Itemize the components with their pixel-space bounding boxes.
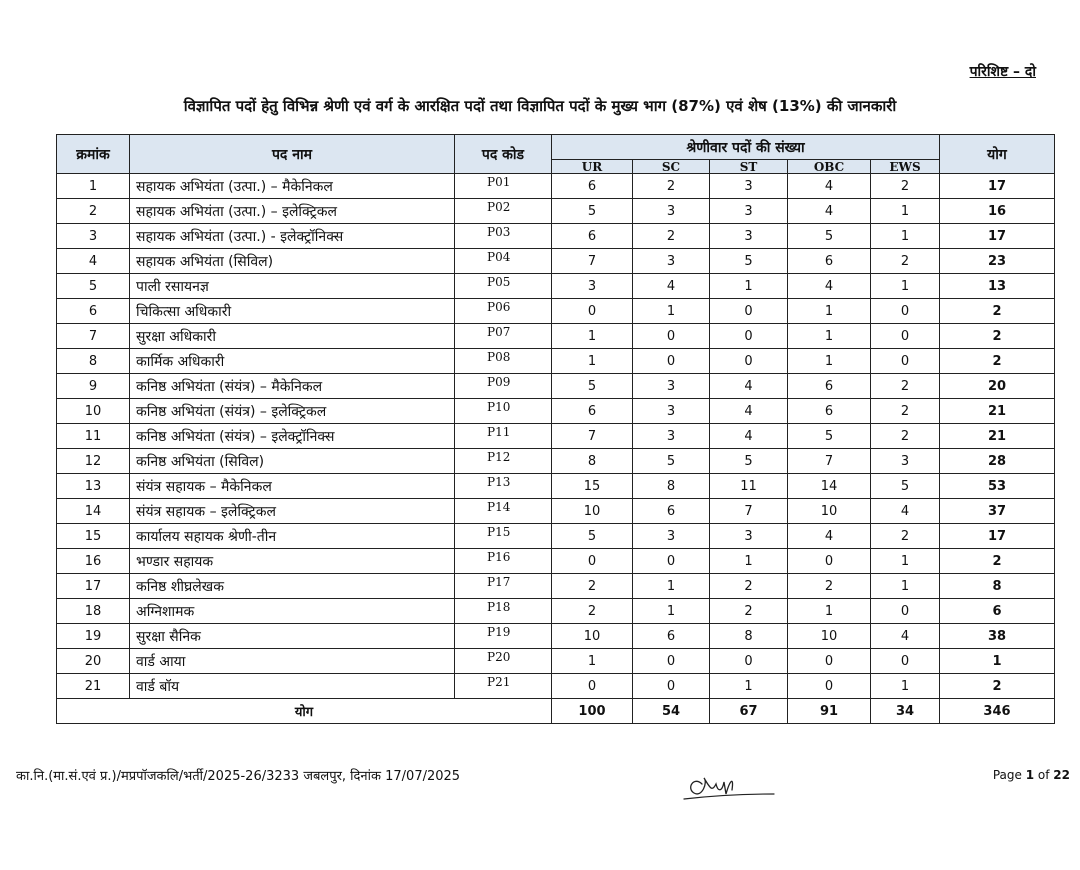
row-post-code: P08: [455, 349, 552, 374]
row-st: 0: [710, 299, 788, 324]
row-serial: 9: [57, 374, 130, 399]
row-serial: 15: [57, 524, 130, 549]
row-sc: 1: [633, 299, 710, 324]
table-row: [57, 474, 1055, 499]
row-total: 21: [940, 424, 1055, 449]
row-ews: 4: [871, 624, 940, 649]
row-serial: 1: [57, 174, 130, 199]
row-ews: 0: [871, 649, 940, 674]
row-ews: 1: [871, 274, 940, 299]
page-number: [993, 768, 1070, 782]
totals-st: 67: [710, 699, 788, 724]
row-ews: 0: [871, 299, 940, 324]
row-ews: 2: [871, 524, 940, 549]
row-sc: 0: [633, 549, 710, 574]
row-post-name: कार्यालय सहायक श्रेणी-तीन: [130, 524, 455, 549]
row-post-code: P17: [455, 574, 552, 599]
row-post-name: सहायक अभियंता (उत्पा.) – मैकेनिकल: [130, 174, 455, 199]
row-sc: 3: [633, 524, 710, 549]
row-ews: 1: [871, 574, 940, 599]
row-total: 21: [940, 399, 1055, 424]
row-ur: 2: [552, 599, 633, 624]
row-sc: 3: [633, 199, 710, 224]
row-ur: 6: [552, 399, 633, 424]
row-ur: 0: [552, 674, 633, 699]
table-row: [57, 349, 1055, 374]
row-sc: 0: [633, 674, 710, 699]
row-total: 17: [940, 524, 1055, 549]
header-post-code: पद कोड: [455, 135, 552, 174]
row-total: 2: [940, 674, 1055, 699]
row-ews: 3: [871, 449, 940, 474]
row-post-code: P20: [455, 649, 552, 674]
row-serial: 4: [57, 249, 130, 274]
row-st: 1: [710, 674, 788, 699]
row-st: 5: [710, 449, 788, 474]
row-post-name: चिकित्सा अधिकारी: [130, 299, 455, 324]
row-ur: 0: [552, 299, 633, 324]
row-total: 37: [940, 499, 1055, 524]
row-post-name: कार्मिक अधिकारी: [130, 349, 455, 374]
row-obc: 4: [788, 274, 871, 299]
row-ur: 5: [552, 199, 633, 224]
table-row: [57, 624, 1055, 649]
row-post-code: P02: [455, 199, 552, 224]
row-st: 7: [710, 499, 788, 524]
row-st: 0: [710, 349, 788, 374]
row-sc: 5: [633, 449, 710, 474]
row-ews: 2: [871, 174, 940, 199]
row-ews: 1: [871, 674, 940, 699]
row-st: 0: [710, 649, 788, 674]
row-ur: 1: [552, 349, 633, 374]
row-st: 3: [710, 199, 788, 224]
row-ur: 6: [552, 224, 633, 249]
row-post-code: P11: [455, 424, 552, 449]
row-post-name: कनिष्ठ अभियंता (सिविल): [130, 449, 455, 474]
row-post-name: सहायक अभियंता (उत्पा.) – इलेक्ट्रिकल: [130, 199, 455, 224]
row-post-code: P19: [455, 624, 552, 649]
row-ews: 0: [871, 599, 940, 624]
row-st: 4: [710, 424, 788, 449]
row-ur: 5: [552, 524, 633, 549]
table-row: [57, 174, 1055, 199]
table-row: [57, 324, 1055, 349]
row-post-code: P03: [455, 224, 552, 249]
row-serial: 14: [57, 499, 130, 524]
row-post-name: कनिष्ठ शीघ्रलेखक: [130, 574, 455, 599]
row-ur: 2: [552, 574, 633, 599]
row-obc: 4: [788, 524, 871, 549]
row-ews: 2: [871, 374, 940, 399]
row-serial: 8: [57, 349, 130, 374]
row-ews: 0: [871, 324, 940, 349]
row-post-name: भण्डार सहायक: [130, 549, 455, 574]
row-ur: 15: [552, 474, 633, 499]
row-obc: 0: [788, 549, 871, 574]
row-obc: 6: [788, 399, 871, 424]
table-row: [57, 424, 1055, 449]
row-obc: 10: [788, 499, 871, 524]
table-row: [57, 499, 1055, 524]
row-sc: 2: [633, 224, 710, 249]
row-sc: 6: [633, 499, 710, 524]
row-total: 2: [940, 299, 1055, 324]
row-total: 2: [940, 549, 1055, 574]
row-obc: 4: [788, 174, 871, 199]
row-st: 8: [710, 624, 788, 649]
row-serial: 21: [57, 674, 130, 699]
row-obc: 0: [788, 649, 871, 674]
header-ews: EWS: [871, 160, 940, 174]
row-total: 16: [940, 199, 1055, 224]
row-serial: 11: [57, 424, 130, 449]
row-post-code: P16: [455, 549, 552, 574]
row-ur: 7: [552, 424, 633, 449]
row-total: 6: [940, 599, 1055, 624]
row-ur: 8: [552, 449, 633, 474]
reference-number: का.नि.(मा.सं.एवं प्र.)/मप्रपॉजकलि/भर्ती/2025-26/3233 जबलपुर, दिनांक 17/07/2025: [16, 769, 461, 784]
row-st: 4: [710, 374, 788, 399]
row-ur: 3: [552, 274, 633, 299]
row-obc: 1: [788, 299, 871, 324]
row-ur: 10: [552, 624, 633, 649]
row-ur: 10: [552, 499, 633, 524]
row-total: 28: [940, 449, 1055, 474]
row-total: 53: [940, 474, 1055, 499]
row-obc: 10: [788, 624, 871, 649]
row-sc: 0: [633, 649, 710, 674]
row-post-code: P10: [455, 399, 552, 424]
row-obc: 4: [788, 199, 871, 224]
row-st: 1: [710, 274, 788, 299]
row-serial: 10: [57, 399, 130, 424]
row-total: 13: [940, 274, 1055, 299]
row-total: 38: [940, 624, 1055, 649]
row-ews: 2: [871, 249, 940, 274]
row-ur: 7: [552, 249, 633, 274]
appendix-label: परिशिष्ट – दो: [969, 64, 1036, 80]
row-total: 23: [940, 249, 1055, 274]
table-row: [57, 299, 1055, 324]
totals-obc: 91: [788, 699, 871, 724]
header-st: ST: [710, 160, 788, 174]
row-post-code: P04: [455, 249, 552, 274]
row-post-code: P13: [455, 474, 552, 499]
row-post-name: सुरक्षा अधिकारी: [130, 324, 455, 349]
row-post-name: सुरक्षा सैनिक: [130, 624, 455, 649]
row-st: 1: [710, 549, 788, 574]
row-ur: 6: [552, 174, 633, 199]
page-current: 1: [1025, 768, 1035, 782]
row-ews: 1: [871, 224, 940, 249]
row-st: 2: [710, 599, 788, 624]
row-total: 2: [940, 349, 1055, 374]
row-obc: 2: [788, 574, 871, 599]
row-post-code: P09: [455, 374, 552, 399]
totals-ur: 100: [552, 699, 633, 724]
row-obc: 7: [788, 449, 871, 474]
table-row: [57, 674, 1055, 699]
row-st: 11: [710, 474, 788, 499]
header-post-name: पद नाम: [130, 135, 455, 174]
totals-label: योग: [57, 699, 552, 724]
row-total: 2: [940, 324, 1055, 349]
header-sc: SC: [633, 160, 710, 174]
row-obc: 5: [788, 224, 871, 249]
row-serial: 19: [57, 624, 130, 649]
table-row: [57, 374, 1055, 399]
row-total: 8: [940, 574, 1055, 599]
row-post-code: P18: [455, 599, 552, 624]
table-row: [57, 249, 1055, 274]
row-sc: 1: [633, 599, 710, 624]
row-sc: 4: [633, 274, 710, 299]
page-of: of: [1037, 768, 1050, 782]
page-word: Page: [992, 768, 1022, 782]
row-sc: 0: [633, 349, 710, 374]
table-row: [57, 399, 1055, 424]
totals-row: [57, 699, 1055, 724]
page-total: 22: [1053, 768, 1070, 782]
posts-table: [56, 134, 1055, 724]
row-post-name: संयंत्र सहायक – मैकेनिकल: [130, 474, 455, 499]
row-ur: 5: [552, 374, 633, 399]
row-post-name: संयंत्र सहायक – इलेक्ट्रिकल: [130, 499, 455, 524]
row-serial: 18: [57, 599, 130, 624]
table-row: [57, 574, 1055, 599]
row-post-code: P14: [455, 499, 552, 524]
document-title: विज्ञापित पदों हेतु विभिन्न श्रेणी एवं वर्ग के आरक्षित पदों तथा विज्ञापित पदों के मुख्य भाग (87%) एवं शेष (13%) की जानकारी: [183, 97, 897, 115]
row-serial: 7: [57, 324, 130, 349]
row-st: 0: [710, 324, 788, 349]
header-obc: OBC: [788, 160, 871, 174]
row-serial: 16: [57, 549, 130, 574]
row-post-code: P06: [455, 299, 552, 324]
row-post-code: P15: [455, 524, 552, 549]
row-sc: 8: [633, 474, 710, 499]
signature-mark: [680, 766, 780, 806]
row-post-name: कनिष्ठ अभियंता (संयंत्र) – इलेक्ट्रिकल: [130, 399, 455, 424]
row-obc: 1: [788, 349, 871, 374]
row-obc: 1: [788, 324, 871, 349]
row-post-name: सहायक अभियंता (उत्पा.) - इलेक्ट्रॉनिक्स: [130, 224, 455, 249]
header-ur: UR: [552, 160, 633, 174]
row-obc: 5: [788, 424, 871, 449]
row-ews: 1: [871, 549, 940, 574]
row-sc: 0: [633, 324, 710, 349]
table-row: [57, 199, 1055, 224]
row-post-name: कनिष्ठ अभियंता (संयंत्र) – इलेक्ट्रॉनिक्स: [130, 424, 455, 449]
row-obc: 6: [788, 374, 871, 399]
header-total: योग: [940, 135, 1055, 174]
table-body: [57, 174, 1055, 699]
table-row: [57, 224, 1055, 249]
row-serial: 6: [57, 299, 130, 324]
row-sc: 3: [633, 399, 710, 424]
row-sc: 3: [633, 424, 710, 449]
row-post-code: P05: [455, 274, 552, 299]
row-serial: 2: [57, 199, 130, 224]
header-category-group: श्रेणीवार पदों की संख्या: [552, 135, 940, 160]
row-serial: 17: [57, 574, 130, 599]
row-post-code: P21: [455, 674, 552, 699]
row-sc: 3: [633, 249, 710, 274]
row-sc: 6: [633, 624, 710, 649]
row-ews: 5: [871, 474, 940, 499]
row-total: 1: [940, 649, 1055, 674]
row-obc: 1: [788, 599, 871, 624]
row-ews: 2: [871, 424, 940, 449]
row-sc: 2: [633, 174, 710, 199]
header-serial: क्रमांक: [57, 135, 130, 174]
row-obc: 0: [788, 674, 871, 699]
row-obc: 6: [788, 249, 871, 274]
table-row: [57, 274, 1055, 299]
row-post-name: अग्निशामक: [130, 599, 455, 624]
row-sc: 3: [633, 374, 710, 399]
table-row: [57, 524, 1055, 549]
row-sc: 1: [633, 574, 710, 599]
row-serial: 3: [57, 224, 130, 249]
table-row: [57, 549, 1055, 574]
row-total: 17: [940, 224, 1055, 249]
row-ews: 2: [871, 399, 940, 424]
row-st: 3: [710, 524, 788, 549]
row-ews: 1: [871, 199, 940, 224]
table-row: [57, 649, 1055, 674]
table-row: [57, 449, 1055, 474]
row-st: 5: [710, 249, 788, 274]
row-ur: 1: [552, 649, 633, 674]
row-st: 3: [710, 174, 788, 199]
row-total: 20: [940, 374, 1055, 399]
row-post-name: पाली रसायनज्ञ: [130, 274, 455, 299]
row-ur: 0: [552, 549, 633, 574]
row-ews: 4: [871, 499, 940, 524]
totals-ews: 34: [871, 699, 940, 724]
totals-grand: 346: [940, 699, 1055, 724]
row-post-code: P07: [455, 324, 552, 349]
row-ews: 0: [871, 349, 940, 374]
row-ur: 1: [552, 324, 633, 349]
row-post-name: सहायक अभियंता (सिविल): [130, 249, 455, 274]
totals-sc: 54: [633, 699, 710, 724]
row-st: 3: [710, 224, 788, 249]
row-post-name: वार्ड बॉय: [130, 674, 455, 699]
row-st: 2: [710, 574, 788, 599]
row-obc: 14: [788, 474, 871, 499]
row-total: 17: [940, 174, 1055, 199]
row-post-code: P01: [455, 174, 552, 199]
row-st: 4: [710, 399, 788, 424]
row-serial: 20: [57, 649, 130, 674]
row-post-name: कनिष्ठ अभियंता (संयंत्र) – मैकेनिकल: [130, 374, 455, 399]
row-post-code: P12: [455, 449, 552, 474]
row-serial: 5: [57, 274, 130, 299]
row-post-name: वार्ड आया: [130, 649, 455, 674]
table-row: [57, 599, 1055, 624]
row-serial: 13: [57, 474, 130, 499]
row-serial: 12: [57, 449, 130, 474]
